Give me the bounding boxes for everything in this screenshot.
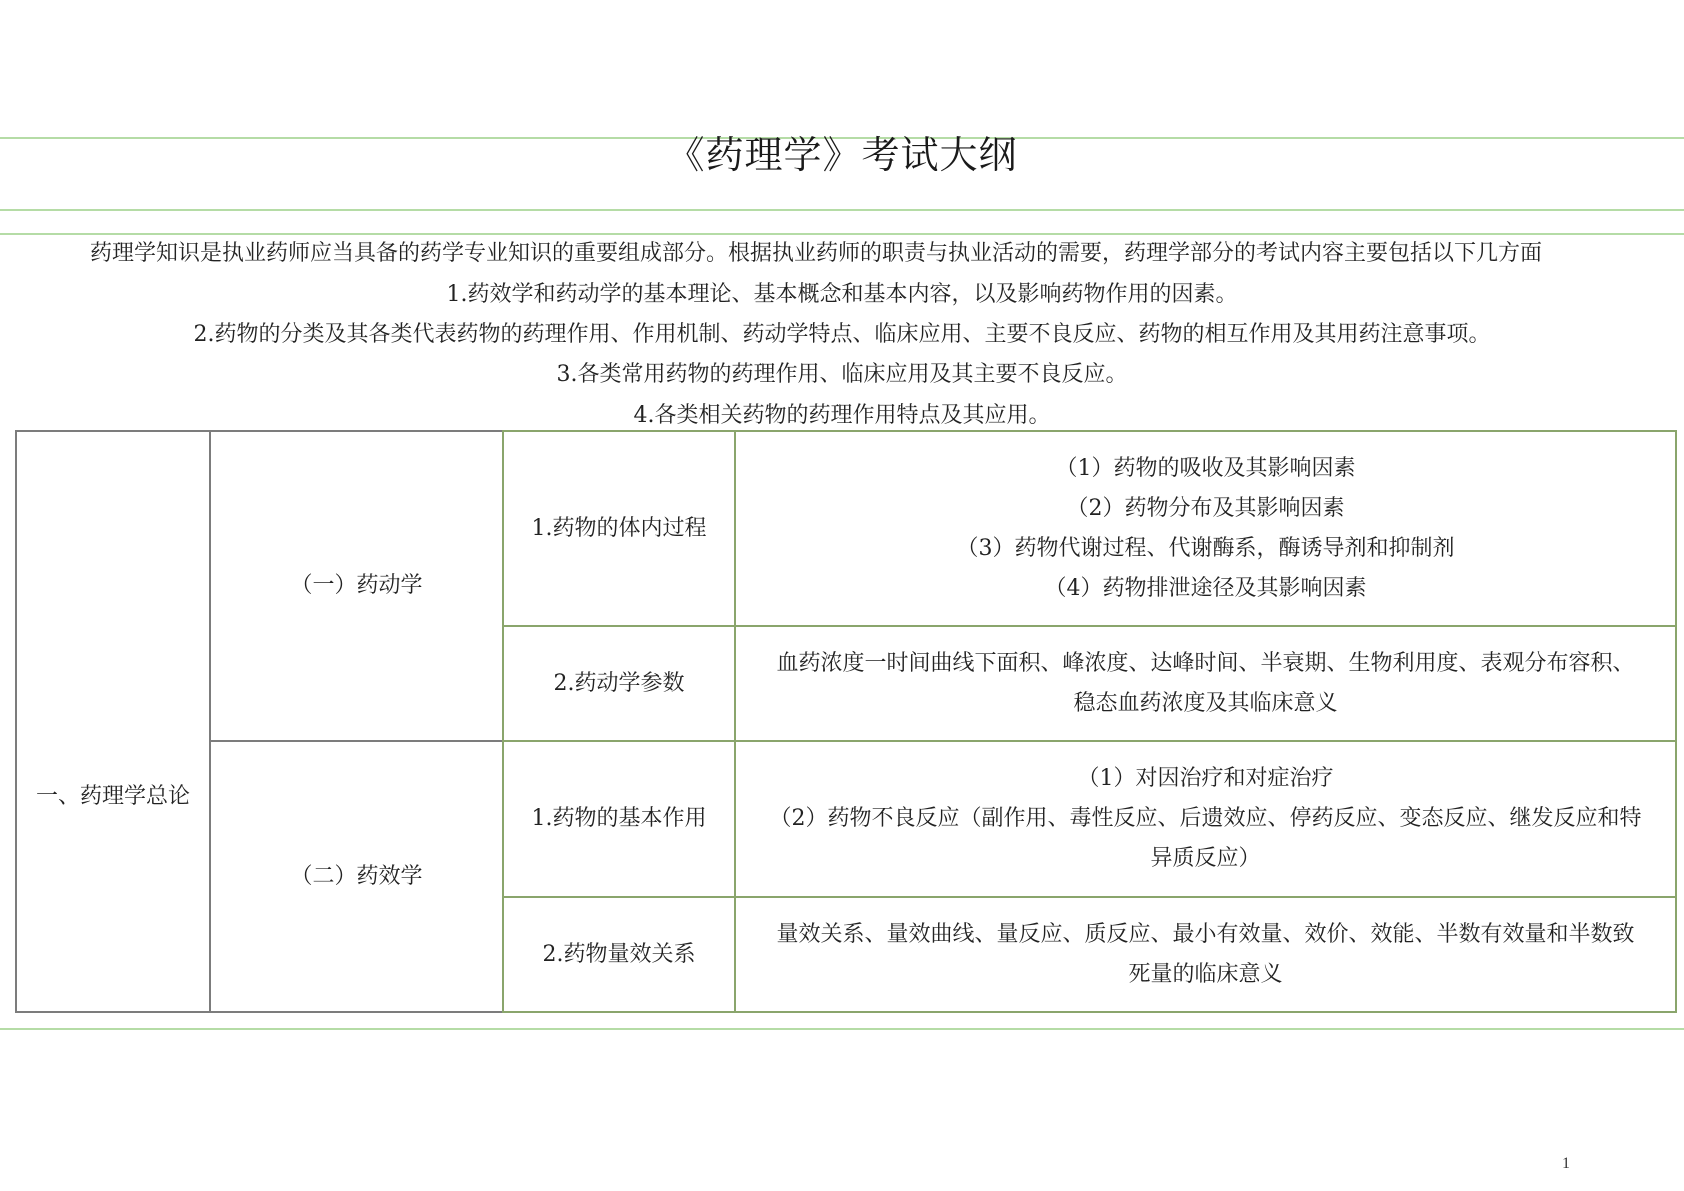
detail-cell	[734, 625, 1677, 742]
detail-cell	[734, 740, 1677, 898]
detail-line: 异质反应）	[1150, 846, 1261, 871]
section-cell-pharmacokinetics	[209, 430, 504, 742]
outline-item-2: 2.药物的分类及其各类代表药物的药理作用、作用机制、药动学特点、临床应用、主要不良反应、药物的相互作用及其用药注意事项。	[193, 322, 1491, 347]
detail-line: （2）药物不良反应（副作用、毒性反应、后遗效应、停药反应、变态反应、继发反应和特	[769, 806, 1642, 831]
detail-line: 血药浓度一时间曲线下面积、峰浓度、达峰时间、半衰期、生物利用度、表观分布容积、	[776, 650, 1635, 676]
topic-cell	[502, 430, 736, 627]
detail-line: （2）药物分布及其影响因素	[1066, 495, 1345, 521]
topic-cell	[502, 896, 736, 1013]
detail-line: （1）对因治疗和对症治疗	[1077, 766, 1334, 791]
detail-line: （3）药物代谢过程、代谢酶系，酶诱导剂和抑制剂	[956, 535, 1455, 561]
unit-label: 一、药理学总论	[35, 783, 190, 809]
page-number: 1	[1562, 1155, 1570, 1172]
section-label: （二）药效学	[290, 863, 423, 889]
topic-label: 1.药物的基本作用	[531, 806, 707, 831]
detail-cell	[734, 430, 1677, 627]
outline-item-3: 3.各类常用药物的药理作用、临床应用及其主要不良反应。	[556, 362, 1128, 387]
detail-cell	[734, 896, 1677, 1013]
intro-top-rule	[0, 233, 1684, 235]
topic-label: 1.药物的体内过程	[531, 515, 707, 541]
intro-paragraph: 药理学知识是执业药师应当具备的药学专业知识的重要组成部分。根据执业药师的职责与执业活动的需要，药理学部分的考试内容主要包括以下几方面	[90, 241, 1543, 266]
outline-item-4: 4.各类相关药物的药理作用特点及其应用。	[633, 403, 1051, 428]
document-title: 《药理学》考试大纲	[666, 133, 1018, 177]
detail-line: 稳态血药浓度及其临床意义	[1073, 690, 1338, 716]
detail-line: （1）药物的吸收及其影响因素	[1055, 455, 1356, 481]
outline-item-1: 1.药效学和药动学的基本理论、基本概念和基本内容，以及影响药物作用的因素。	[446, 282, 1238, 307]
section-cell-pharmacodynamics	[209, 740, 504, 1013]
topic-label: 2.药动学参数	[553, 670, 685, 696]
topic-cell	[502, 625, 736, 742]
bottom-rule	[0, 1028, 1684, 1030]
topic-label: 2.药物量效关系	[542, 941, 696, 967]
detail-line: 量效关系、量效曲线、量反应、质反应、最小有效量、效价、效能、半数有效量和半数致	[776, 921, 1635, 947]
detail-line: 死量的临床意义	[1128, 961, 1283, 987]
detail-line: （4）药物排泄途径及其影响因素	[1044, 575, 1367, 601]
section-label: （一）药动学	[290, 573, 423, 598]
unit-cell	[15, 430, 211, 1013]
topic-cell	[502, 740, 736, 898]
title-bottom-rule	[0, 209, 1684, 211]
